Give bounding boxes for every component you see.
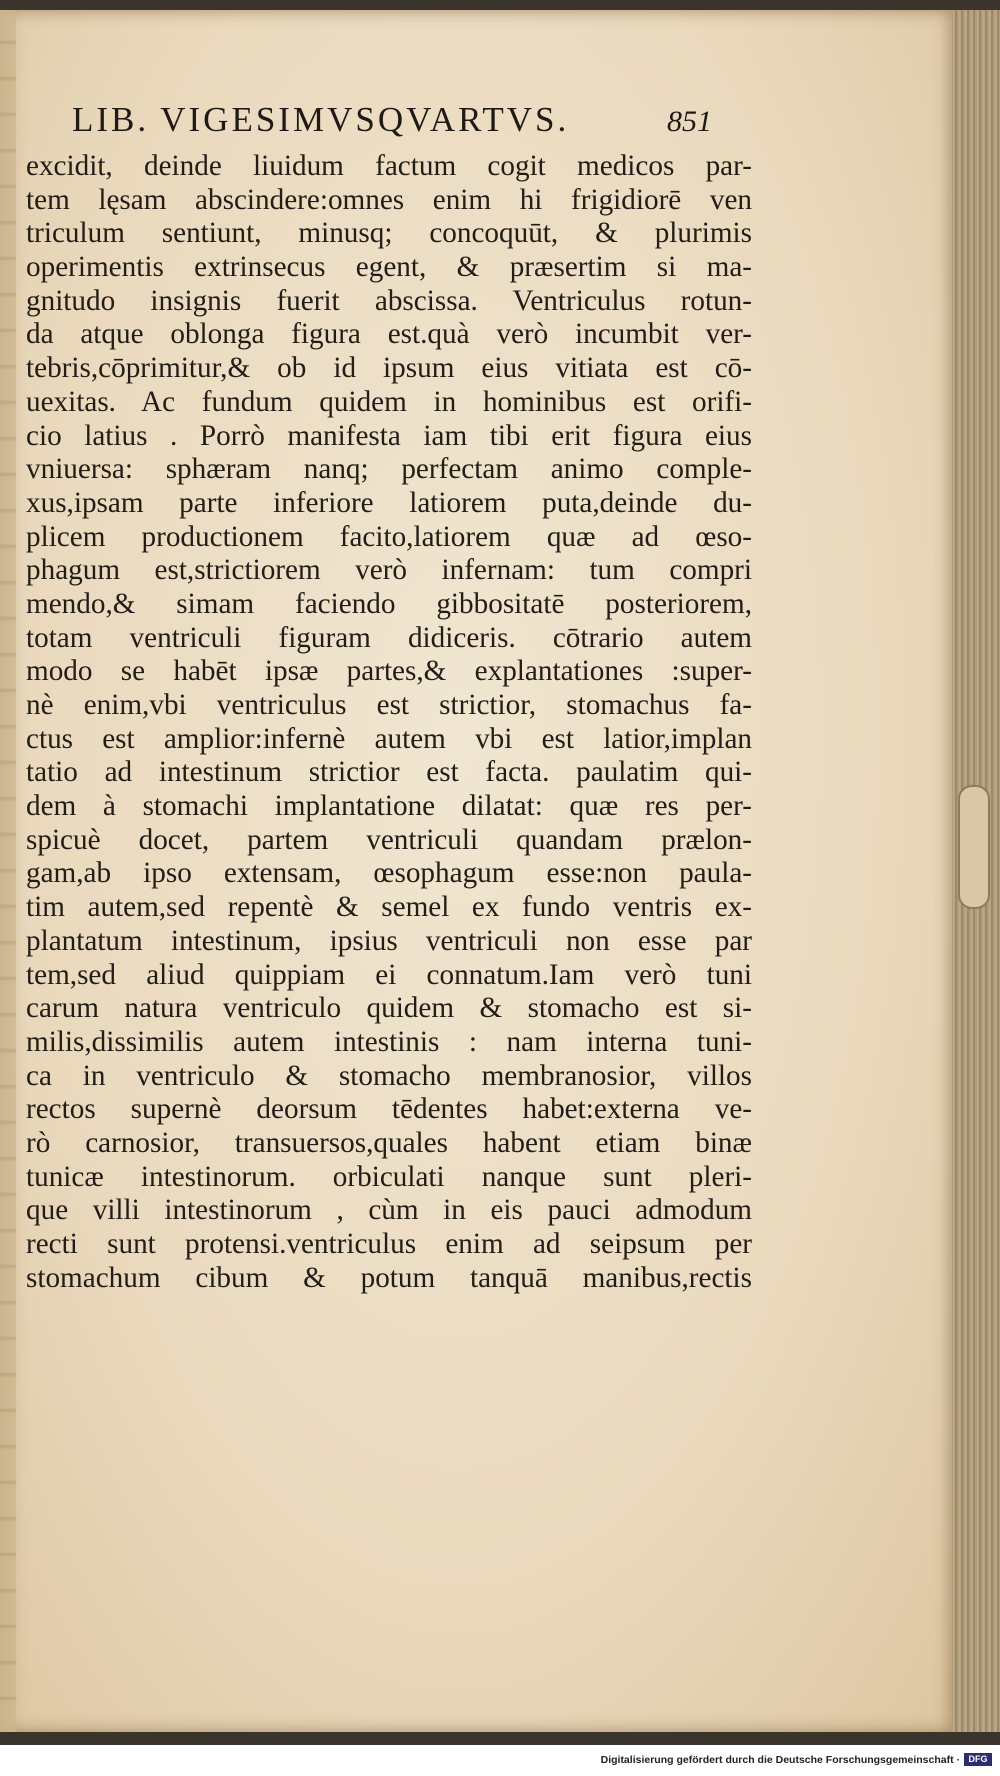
text-line: cio latius . Porrò manifesta iam tibi erit figura eius xyxy=(26,419,752,452)
text-line: da atque oblonga figura est.quà verò incumbit ver- xyxy=(26,318,752,351)
text-line: milis,dissimilis autem intestinis : nam interna tuni- xyxy=(26,1025,752,1058)
text-line: tim autem,sed repentè & semel ex fundo ventris ex- xyxy=(26,891,752,924)
text-line: tatio ad intestinum strictior est facta. paulatim qui- xyxy=(26,756,752,789)
text-line: tunicæ intestinorum. orbiculati nanque sunt pleri- xyxy=(26,1160,752,1193)
text-line: triculum sentiunt, minusq; concoquūt, & plurimis xyxy=(26,217,752,250)
body-text xyxy=(26,150,752,1295)
text-line: mendo,& simam faciendo gibbositatē posteriorem, xyxy=(26,587,752,620)
text-line: modo se habēt ipsæ partes,& explantationes :super- xyxy=(26,655,752,688)
page-gutter xyxy=(0,10,16,1732)
text-line: carum natura ventriculo quidem & stomacho est si- xyxy=(26,992,752,1025)
text-line: rò carnosior, transuersos,quales habent etiam binæ xyxy=(26,1126,752,1159)
page-tab xyxy=(958,785,990,909)
book-page xyxy=(0,10,952,1732)
text-line: stomachum cibum & potum tanquā manibus,rectis xyxy=(26,1261,752,1294)
text-line: uexitas. Ac fundum quidem in hominibus est orifi- xyxy=(26,385,752,418)
page-header xyxy=(72,100,712,140)
text-line: plantatum intestinum, ipsius ventriculi non esse par xyxy=(26,924,752,957)
text-line: xus,ipsam parte inferiore latiorem puta,deinde du- xyxy=(26,486,752,519)
text-line: recti sunt protensi.ventriculus enim ad seipsum per xyxy=(26,1228,752,1260)
text-line: gnitudo insignis fuerit abscissa. Ventriculus rotun- xyxy=(26,284,752,317)
text-line: plicem productionem facito,latiorem quæ ad œso- xyxy=(26,520,752,553)
text-line: ca in ventriculo & stomacho membranosior, villos xyxy=(26,1059,752,1092)
text-line: phagum est,strictiorem verò infernam: tum compri xyxy=(26,554,752,587)
text-line: ctus est amplior:infernè autem vbi est latior,implan xyxy=(26,722,752,755)
text-line: tem lęsam abscindere:omnes enim hi frigidiorē ven xyxy=(26,183,752,216)
text-line: totam ventriculi figuram didiceris. cōtrario autem xyxy=(26,621,752,654)
folio-number: 851 xyxy=(667,105,712,138)
text-line: dem à stomachi implantatione dilatat: quæ res per- xyxy=(26,790,752,823)
text-line: operimentis extrinsecus egent, & præsertim si ma- xyxy=(26,251,752,284)
text-line: vniuersa: sphæram nanq; perfectam animo comple- xyxy=(26,453,752,486)
text-line: tem,sed aliud quippiam ei connatum.Iam verò tuni xyxy=(26,958,752,991)
text-line: excidit, deinde liuidum factum cogit medicos par- xyxy=(26,150,752,182)
text-line: gam,ab ipso extensam, œsophagum esse:non paula- xyxy=(26,857,752,890)
text-line: spicuè docet, partem ventriculi quandam prælon- xyxy=(26,823,752,856)
dfg-logo: DFG xyxy=(964,1753,992,1766)
funding-credit: Digitalisierung gefördert durch die Deutsche Forschungsgemeinschaft · xyxy=(600,1754,960,1766)
text-line: rectos supernè deorsum tēdentes habet:externa ve- xyxy=(26,1093,752,1126)
text-line: tebris,cōprimitur,& ob id ipsum eius vitiata est cō- xyxy=(26,352,752,385)
digitization-footer xyxy=(0,1745,1000,1776)
text-line: nè enim,vbi ventriculus est strictior, stomachus fa- xyxy=(26,689,752,721)
text-line: que villi intestinorum , cùm in eis pauci admodum xyxy=(26,1194,752,1227)
running-title: LIB. VIGESIMVSQVARTVS. xyxy=(72,100,570,139)
